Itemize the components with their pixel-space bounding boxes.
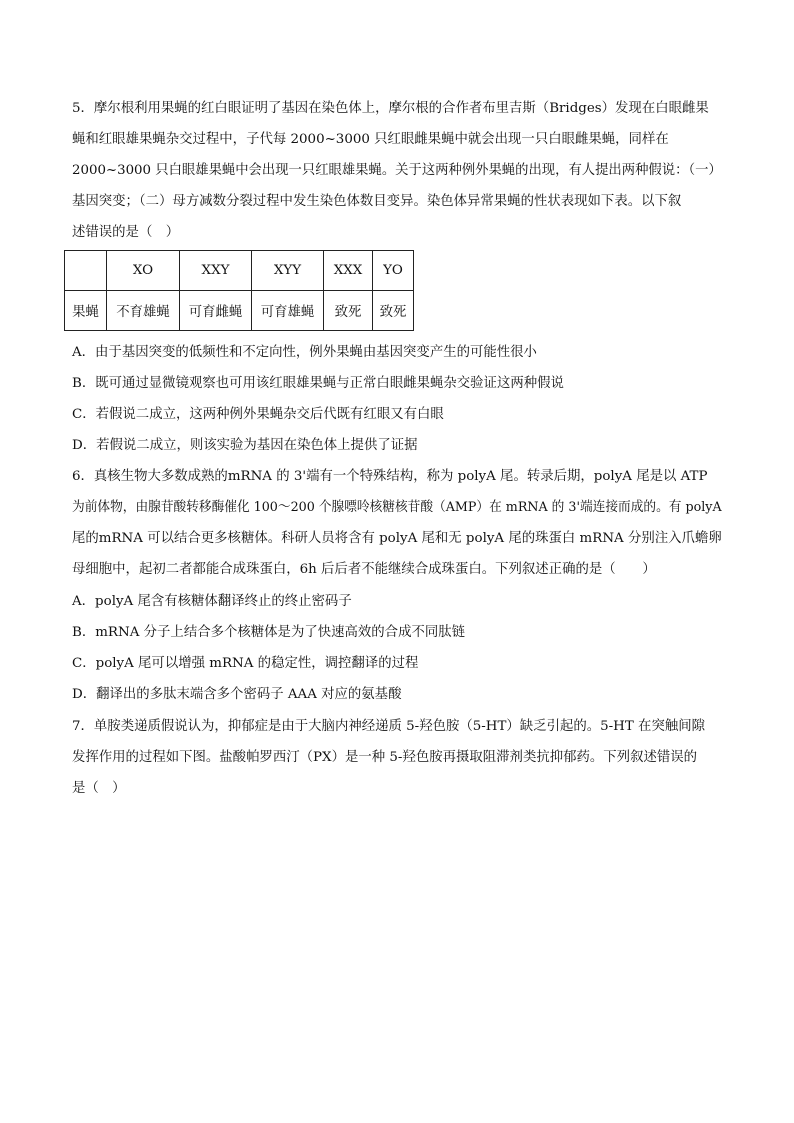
table-cell: XYY (252, 251, 324, 291)
q6-option-d: D．翻译出的多肽末端含多个密码子 AAA 对应的氨基酸 (72, 687, 402, 702)
q6-stem-line-1: 6．真核生物大多数成熟的mRNA 的 3'端有一个特殊结构，称为 polyA 尾。转录后期，polyA 尾是以 ATP (72, 469, 708, 484)
q5-stem-line-4: 基因突变；（二）母方减数分裂过程中发生染色体数目变异。染色体异常果蝇的性状表现如下表。以下叙 (72, 194, 682, 209)
table-cell: XO (107, 251, 180, 291)
q7-stem-line-3: 是（ ） (72, 781, 126, 796)
q6-option-b: B．mRNA 分子上结合多个核糖体是为了快速高效的合成不同肽链 (72, 625, 466, 640)
table-header-row (65, 251, 414, 291)
table-row (65, 291, 414, 331)
q6-option-a: A．polyA 尾含有核糖体翻译终止的终止密码子 (72, 594, 352, 609)
q6-stem-line-4: 母细胞中，起初二者都能合成珠蛋白，6h 后后者不能继续合成珠蛋白。下列叙述正确的是（ ） (72, 562, 656, 577)
table-cell: 可育雌蝇 (180, 291, 252, 331)
table-cell (65, 251, 107, 291)
table-cell: XXY (180, 251, 252, 291)
q5-stem-line-5: 述错误的是（ ） (72, 225, 180, 240)
q7-stem-line-1: 7．单胺类递质假说认为，抑郁症是由于大脑内神经递质 5-羟色胺（5-HT）缺乏引起的。5-HT 在突触间隙 (72, 719, 706, 734)
table-cell: 果蝇 (65, 291, 107, 331)
q5-stem-line-2: 蝇和红眼雄果蝇杂交过程中，子代每 2000~3000 只红眼雌果蝇中就会出现一只白眼雌果蝇，同样在 (72, 132, 669, 147)
table-cell: 可育雄蝇 (252, 291, 324, 331)
q5-stem-line-3: 2000~3000 只白眼雄果蝇中会出现一只红眼雄果蝇。关于这两种例外果蝇的出现，有人提出两种假说：（一） (72, 163, 722, 178)
table-cell: 致死 (373, 291, 414, 331)
table-cell: YO (373, 251, 414, 291)
table-cell: 不育雄蝇 (107, 291, 180, 331)
q5-stem-line-1: 5．摩尔根利用果蝇的红白眼证明了基因在染色体上，摩尔根的合作者布里吉斯（Bridges）发现在白眼雌果 (72, 101, 709, 116)
q6-stem-line-3: 尾的mRNA 可以结合更多核糖体。科研人员将含有 polyA 尾和无 polyA 尾的珠蛋白 mRNA 分别注入爪蟾卵 (72, 531, 722, 546)
q5-option-b: B．既可通过显微镜观察也可用该红眼雄果蝇与正常白眼雌果蝇杂交验证这两种假说 (72, 376, 564, 391)
q5-option-c: C．若假说二成立，这两种例外果蝇杂交后代既有红眼又有白眼 (72, 407, 444, 422)
table-cell: XXX (324, 251, 373, 291)
chromosome-trait-table (64, 250, 414, 331)
table-cell: 致死 (324, 291, 373, 331)
q6-stem-line-2: 为前体物，由腺苷酸转移酶催化 100～200 个腺嘌呤核糖核苷酸（AMP）在 mRNA 的 3'端连接而成的。有 polyA (72, 500, 722, 515)
q5-option-a: A．由于基因突变的低频性和不定向性，例外果蝇由基因突变产生的可能性很小 (72, 345, 537, 360)
q7-stem-line-2: 发挥作用的过程如下图。盐酸帕罗西汀（PX）是一种 5-羟色胺再摄取阻滞剂类抗抑郁药。下列叙述错误的 (72, 750, 698, 765)
q6-option-c: C．polyA 尾可以增强 mRNA 的稳定性，调控翻译的过程 (72, 656, 419, 671)
q5-option-d: D．若假说二成立，则该实验为基因在染色体上提供了证据 (72, 438, 418, 453)
